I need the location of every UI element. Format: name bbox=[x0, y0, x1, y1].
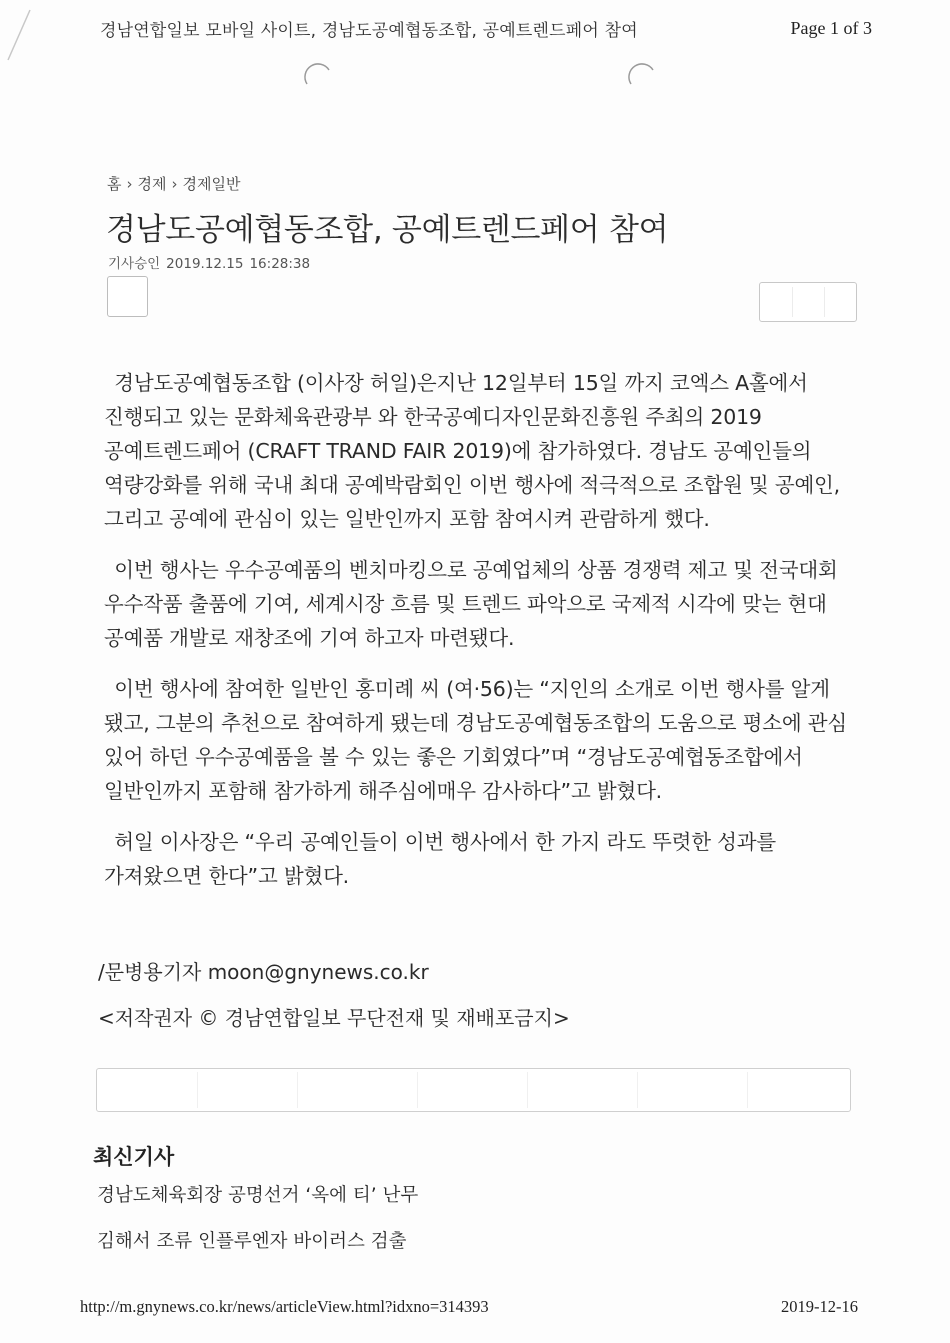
scan-mark-icon bbox=[4, 8, 34, 64]
approved-date: 2019.12.15 bbox=[166, 256, 244, 272]
print-footer-date: 2019-12-16 bbox=[781, 1297, 858, 1316]
breadcrumb-economy-link[interactable]: 경제 bbox=[137, 175, 167, 193]
article-paragraph: 경남도공예협동조합 (이사장 허일)은지난 12일부터 15일 까지 코엑스 A홀에서 진행되고 있는 문화체육관광부 와 한국공예디자인문화진흥원 주최의 2019 공예트렌드페어 (CRAFT TRAND FAIR 2019)에 참가하였다. 경남도 공예인들의 역량강화를 위해 국내 최대 공예박람회인 이번 행사에 적극적으로 조합원 및 공예인, 그리고 공예에 관심이 있는 일반인까지 포함 참여시켜 관람하게 했다. bbox=[104, 371, 840, 531]
copyright-notice: <저작권자 © 경남연합일보 무단전재 및 재배포금지> bbox=[98, 1006, 570, 1030]
ad-banner[interactable] bbox=[96, 1068, 851, 1112]
latest-news-heading: 최신기사 bbox=[93, 1145, 175, 1169]
article-paragraph: 이번 행사는 우수공예품의 벤치마킹으로 공예업체의 상품 경쟁력 제고 및 전국대회 우수작품 출품에 기여, 세계시장 흐름 및 트렌드 파악으로 국제적 시각에 맞는 현대 공예품 개발로 재창조에 기여 하고자 마련됐다. bbox=[104, 558, 838, 650]
breadcrumb-home-link[interactable]: 홈 bbox=[107, 175, 122, 193]
article-meta bbox=[108, 252, 316, 272]
approved-time: 16:28:38 bbox=[249, 256, 311, 272]
ad-divider bbox=[417, 1072, 418, 1108]
breadcrumb-general-economy-link[interactable]: 경제일반 bbox=[182, 175, 241, 193]
print-header-title: 경남연합일보 모바일 사이트, 경남도공예협동조합, 공예트렌드페어 참여 bbox=[100, 21, 638, 41]
ad-divider bbox=[747, 1072, 748, 1108]
article-paragraph: 허일 이사장은 “우리 공예인들이 이번 행사에서 한 가지 라도 뚜렷한 성과를 가져왔으면 한다”고 밝혔다. bbox=[104, 830, 776, 888]
article-body bbox=[104, 366, 864, 910]
scan-arc-left-icon bbox=[303, 60, 333, 90]
share-divider bbox=[792, 287, 793, 317]
print-header bbox=[0, 0, 950, 60]
font-size-button[interactable] bbox=[107, 276, 148, 317]
share-button-group[interactable] bbox=[759, 282, 857, 322]
page-title: 경남도공예협동조합, 공예트렌드페어 참여 bbox=[106, 212, 669, 248]
latest-news-item[interactable]: 김해서 조류 인플루엔자 바이러스 검출 bbox=[97, 1231, 407, 1252]
ad-divider bbox=[197, 1072, 198, 1108]
latest-news-list bbox=[97, 1182, 418, 1274]
scan-arc-right-icon bbox=[627, 60, 657, 90]
share-divider bbox=[824, 287, 825, 317]
ad-divider bbox=[297, 1072, 298, 1108]
ad-divider bbox=[527, 1072, 528, 1108]
article-paragraph: 이번 행사에 참여한 일반인 홍미례 씨 (여·56)는 “지인의 소개로 이번 행사를 알게 됐고, 그분의 추천으로 참여하게 됐는데 경남도공예협동조합의 도움으로 평소에 관심 있어 하던 우수공예품을 볼 수 있는 좋은 기회였다”며 “경남도공예협동조합에서 일반인까지 포함해 참가하게 해주심에매우 감사하다”고 밝혔다. bbox=[104, 677, 847, 803]
breadcrumb-separator-icon: › bbox=[126, 175, 133, 193]
breadcrumb bbox=[107, 173, 240, 194]
approved-label: 기사승인 bbox=[108, 256, 161, 272]
print-footer-url: http://m.gnynews.co.kr/news/articleView.html?idxno=314393 bbox=[80, 1297, 489, 1316]
ad-divider bbox=[637, 1072, 638, 1108]
byline: /문병용기자 moon@gnynews.co.kr bbox=[98, 960, 429, 984]
breadcrumb-separator-icon: › bbox=[171, 175, 178, 193]
print-page-indicator: Page 1 of 3 bbox=[790, 18, 872, 38]
latest-news-item[interactable]: 경남도체육회장 공명선거 ‘옥에 티’ 난무 bbox=[97, 1185, 419, 1206]
